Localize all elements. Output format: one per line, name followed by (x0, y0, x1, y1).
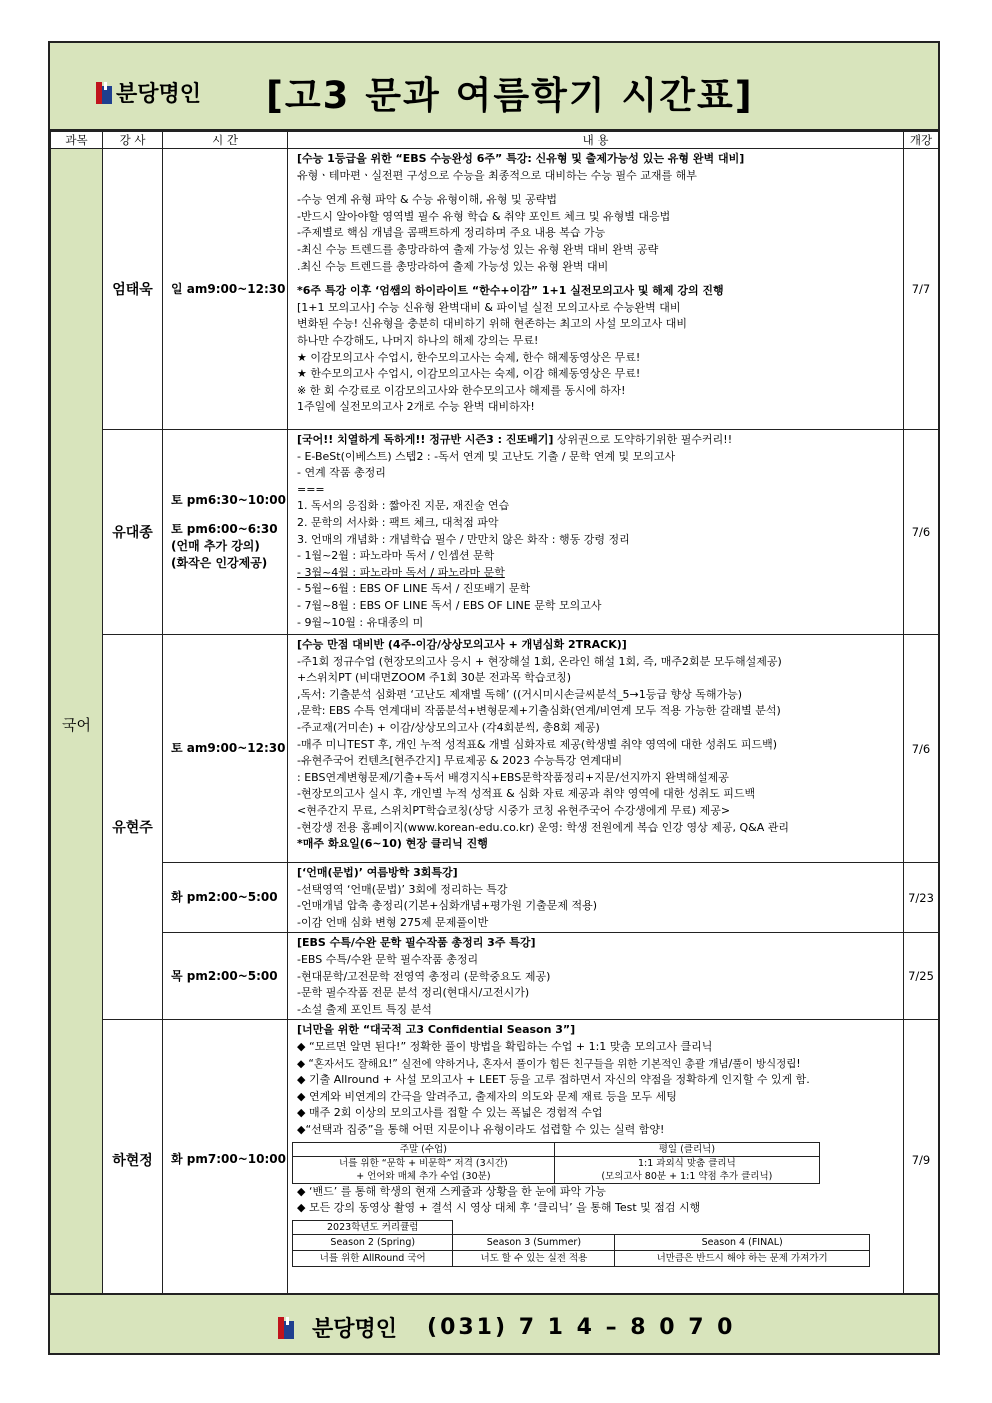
class-time: 화 pm2:00~5:00 (163, 863, 288, 933)
course-title: [너만을 위한 “대국적 고3 Confidential Season 3”] (297, 1023, 576, 1037)
course-title: [‘언매(문법)’ 여름방학 3회특강] (297, 866, 458, 879)
content-line: -소설 출제 포인트 특징 분석 (297, 1002, 432, 1016)
col-subject: 과목 (51, 132, 103, 149)
content-line: -반드시 알아야할 영역별 필수 유형 학습 & 취약 포인트 체크 및 유형별 대응법 (297, 209, 671, 223)
content-line: - E-BeSt(이베스트) 스텝2 : -독서 연계 및 고난도 기출 / 문학 연계 및 모의고사 (297, 449, 676, 463)
footer-band (50, 1293, 938, 1353)
season-4: Season 4 (FINAL) (615, 1234, 870, 1250)
curriculum-table (292, 1220, 870, 1267)
content-line: : EBS연계변형문제/기출+독서 배경지식+EBS문학작품정리+지문/선지까지 완벽해설제공 (297, 770, 729, 784)
course-content (288, 933, 904, 1020)
content-line: - 1월~2월 : 파노라마 독서 / 인셉션 문학 (297, 549, 495, 563)
course-content (288, 149, 904, 430)
header-logo-text: 분당명인 (116, 82, 202, 107)
academy-logo-icon (96, 82, 112, 104)
content-line: ◆ 매주 2회 이상의 모의고사를 접할 수 있는 폭넓은 경험적 수업 (297, 1106, 603, 1120)
content-line: ◆ “혼자서도 잘해요!” 실전에 약하거나, 혼자서 풀이가 힘든 친구들을 위한 기본적인 총괄 개념/풀이 방식정립! (297, 1057, 801, 1070)
content-line: -주제별로 핵심 개념을 콤팩트하게 정리하며 주요 내용 복습 가능 (297, 226, 606, 240)
col-start: 개강 (904, 132, 939, 149)
table-row (51, 933, 939, 1020)
weekend-head: 주말 (수업) (293, 1142, 555, 1156)
col-time: 시 간 (163, 132, 288, 149)
season-3-desc: 너도 할 수 있는 실전 적용 (453, 1250, 615, 1266)
content-line: +스위치PT (비대면ZOOM 주1회 30분 전과목 학습코칭) (297, 671, 571, 685)
weekday-cell: 1:1 과외식 맞춤 클리닉 (모의고사 80분 + 1:1 약점 추가 클리닉) (554, 1156, 819, 1183)
class-time: 목 pm2:00~5:00 (163, 933, 288, 1020)
season-4-desc: 너만큼은 반드시 해야 하는 문제 가져가기 (615, 1250, 870, 1266)
weekly-schedule-table (292, 1142, 820, 1184)
content-line: ◆ ‘밴드’ 를 통해 학생의 현재 스케쥴과 상황을 한 눈에 파악 가능 (297, 1184, 606, 1198)
time-line: (언매 추가 강의) (171, 539, 260, 553)
course-content (288, 430, 904, 635)
schedule-table (50, 131, 939, 1300)
content-line: ※ 한 회 수강료로 이감모의고사와 한수모의고사 해제를 동시에 하자! (297, 383, 626, 397)
content-line: - 연계 작품 총정리 (297, 466, 386, 480)
content-line: *매주 화요일(6~10) 현장 클리닉 진행 (297, 837, 488, 851)
content-line: *6주 특강 이후 ‘엄쌤의 하이라이트 “한수+이감” 1+1 실전모의고사 및 해제 강의 진행 (297, 284, 724, 298)
teacher-name: 엄태욱 (103, 149, 163, 430)
course-content (288, 1020, 904, 1300)
start-date: 7/6 (904, 430, 939, 635)
weekend-cell: 너를 위한 “문학 + 비문학” 저격 (3시간) + 언어와 매체 추가 수업 (30분) (293, 1156, 555, 1183)
content-line: -현대문학/고전문학 전영역 총정리 (문학중요도 제공) (297, 969, 551, 983)
content-line: -EBS 수특/수완 문학 필수작품 총정리 (297, 952, 479, 966)
timetable-sheet (48, 41, 940, 1355)
curriculum-head: 2023학년도 커리큘럼 (293, 1220, 453, 1234)
course-title: [수능 1등급을 위한 “EBS 수능완성 6주” 특강: 신유형 및 출제가능성 있는 유형 완벽 대비] (297, 152, 745, 165)
content-line: .최신 수능 트렌드를 총망라하여 출제 가능성 있는 유형 완벽 대비 (297, 259, 609, 273)
content-line: -문학 필수작품 전문 분석 정리(현대시/고전시가) (297, 986, 530, 1000)
content-line: -주교재(거미손) + 이감/상상모의고사 (각4회분씩, 총8회 제공) (297, 720, 600, 734)
academy-logo-icon (278, 1317, 294, 1339)
class-time: 토 am9:00~12:30 (163, 635, 288, 863)
content-line: -언매개념 압축 총정리(기본+심화개념+평가원 기출문제 적용) (297, 899, 597, 913)
teacher-name: 유현주 (103, 635, 163, 1020)
table-row (51, 430, 939, 635)
title-bold: [국어!! 치열하게 독하게!! 정규반 시즌3 : 진또배기] (297, 433, 554, 446)
content-line: -매주 미니TEST 후, 개인 누적 성적표& 개별 심화자료 제공(학생별 취약 영역에 대한 성취도 피드백) (297, 737, 777, 751)
content-line: - 9월~10월 : 유대종의 미 (297, 615, 424, 629)
content-line: -주1회 정규수업 (현장모의고사 응시 + 현장해설 1회, 온라인 해설 1회, 즉, 매주2회분 모두해설제공) (297, 654, 782, 668)
content-line: 하나만 수강해도, 나머지 하나의 해제 강의는 무료! (297, 333, 539, 347)
subject-cell: 국어 (51, 149, 103, 1300)
col-teacher: 강 사 (103, 132, 163, 149)
class-time: 화 pm7:00~10:00 (163, 1020, 288, 1300)
content-line: 1. 독서의 응집화 : 짧아진 지문, 재진술 연습 (297, 499, 510, 513)
time-line: 토 pm6:30~10:00 (171, 493, 286, 507)
content-line: ★ 이감모의고사 수업시, 한수모의고사는 숙제, 한수 해제동영상은 무료! (297, 350, 641, 364)
content-line: === (297, 482, 325, 496)
season-3: Season 3 (Summer) (453, 1234, 615, 1250)
table-row (51, 635, 939, 863)
weekday-head: 평일 (클리닉) (554, 1142, 819, 1156)
course-title: [EBS 수특/수완 문학 필수작품 총정리 3주 특강] (297, 936, 536, 950)
content-line: ,문학: EBS 수특 연계대비 작품분석+변형문제+기출심화(연계/비연계 모두 적용 가능한 갈래별 분석) (297, 704, 781, 718)
content-line: 1주일에 실전모의고사 2개로 수능 완벽 대비하자! (297, 400, 535, 414)
content-line: 유형ㆍ테마편ㆍ실전편 구성으로 수능을 최종적으로 대비하는 수능 필수 교재를 해부 (297, 168, 697, 182)
col-content: 내 용 (288, 132, 904, 149)
content-line: ,독서: 기출분석 심화편 ‘고난도 제재별 독해’ ((거시미시손글씨분석_5→1등급 향상 독해가능) (297, 687, 743, 701)
start-date: 7/6 (904, 635, 939, 863)
content-line: -최신 수능 트렌드를 총망라하여 출제 가능성 있는 유형 완벽 대비 완벽 공략 (297, 242, 659, 256)
course-content (288, 863, 904, 933)
time-line: (화작은 인강제공) (171, 556, 268, 570)
class-time: 일 am9:00~12:30 (163, 149, 288, 430)
start-date: 7/7 (904, 149, 939, 430)
content-line: -이감 언매 심화 변형 275제 문제풀이반 (297, 915, 489, 929)
footer-logo (278, 1312, 735, 1343)
content-line: - 5월~6월 : EBS OF LINE 독서 / 진또배기 문학 (297, 582, 531, 596)
start-date: 7/25 (904, 933, 939, 1020)
header-logo (96, 77, 201, 108)
content-line: -유현주국어 컨텐츠[현주간지] 무료제공 & 2023 수능특강 연계대비 (297, 754, 623, 768)
class-time (163, 430, 288, 635)
season-2-desc: 너를 위한 AllRound 국어 (293, 1250, 453, 1266)
content-line: ◆“선택과 집중”을 통해 어떤 지문이나 유형이라도 섭렵할 수 있는 실력 함양! (297, 1122, 665, 1136)
content-line: ◆ 기출 Allround + 사설 모의고사 + LEET 등을 고루 접하면서 자신의 약점을 정확하게 인지할 수 있게 함. (297, 1073, 810, 1087)
content-line: <현주간지 무료, 스위치PT학습코칭(상당 시중가 코칭 유현주국어 수강생에게 무료) 제공> (297, 803, 731, 817)
teacher-name: 하현정 (103, 1020, 163, 1300)
content-line: - 3월~4월 : 파노라마 독서 / 파노라마 문학 (297, 565, 505, 579)
content-line: -현장모의고사 실시 후, 개인별 누적 성적표 & 심화 자료 제공과 취약 영역에 대한 성취도 피드백 (297, 787, 756, 801)
header-band (50, 43, 938, 131)
table-row (51, 863, 939, 933)
season-2: Season 2 (Spring) (293, 1234, 453, 1250)
content-line: -수능 연계 유형 파악 & 수능 유형이해, 유형 및 공략법 (297, 193, 558, 207)
content-line: 변화된 수능! 신유형을 충분히 대비하기 위해 현존하는 최고의 사설 모의고사 대비 (297, 317, 688, 331)
content-line: [1+1 모의고사] 수능 신유형 완벽대비 & 파이널 실전 모의고사로 수능완벽 대비 (297, 300, 681, 314)
course-title (297, 432, 898, 449)
content-line: - 7월~8월 : EBS OF LINE 독서 / EBS OF LINE 문학 모의고사 (297, 598, 602, 612)
content-line: ★ 한수모의고사 수업시, 이감모의고사는 숙제, 이감 해제동영상은 무료! (297, 367, 641, 381)
content-line: ◆ “모르면 알면 된다!” 정확한 풀이 방법을 확립하는 수업 + 1:1 맞춤 모의고사 클리닉 (297, 1039, 713, 1053)
start-date: 7/23 (904, 863, 939, 933)
start-date: 7/9 (904, 1020, 939, 1300)
table-row (51, 1020, 939, 1300)
content-line: 2. 문학의 서사화 : 팩트 체크, 대척점 파악 (297, 515, 499, 529)
content-line: 3. 언매의 개념화 : 개념학습 필수 / 만만치 않은 화작 : 행동 강령 정리 (297, 532, 630, 546)
course-content (288, 635, 904, 863)
content-line: ◆ 연계와 비연계의 간극을 알려주고, 출제자의 의도와 문제 재료 등을 모두 세팅 (297, 1089, 677, 1103)
title-rest: 상위권으로 도약하기위한 필수커리!! (553, 433, 733, 446)
table-header-row (51, 132, 939, 149)
content-line: -현강생 전용 홈페이지(www.korean-edu.co.kr) 운영: 학생 전원에게 복습 인강 영상 제공, Q&A 관리 (297, 820, 789, 834)
content-line: -선택영역 ‘언매(문법)’ 3회에 정리하는 특강 (297, 882, 508, 896)
footer-logo-text: 분당명인 (312, 1317, 398, 1342)
phone-number: (031) 7 1 4 – 8 0 7 0 (427, 1315, 736, 1340)
time-line: 토 pm6:00~6:30 (171, 522, 278, 536)
teacher-name: 유대종 (103, 430, 163, 635)
course-title: [수능 만점 대비반 (4주-이감/상상모의고사 + 개념심화 2TRACK)] (297, 638, 627, 651)
page-title: [고3 문과 여름학기 시간표] (266, 74, 754, 117)
content-line: ◆ 모든 강의 동영상 촬영 + 결석 시 영상 대체 후 ‘클리닉’ 을 통해 Test 및 점검 시행 (297, 1201, 701, 1215)
table-row (51, 149, 939, 430)
